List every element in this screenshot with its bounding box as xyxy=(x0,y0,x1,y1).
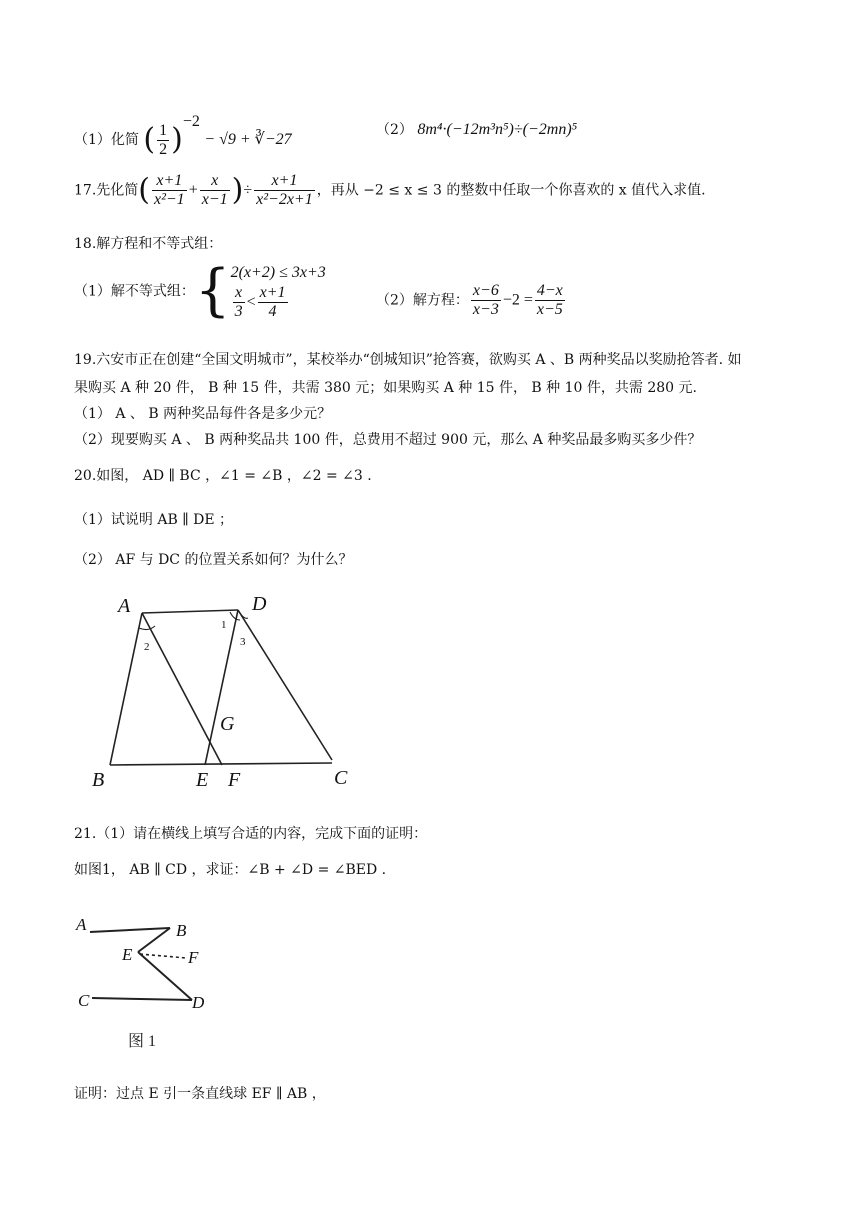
frac-den: x−3 xyxy=(472,301,499,318)
frac-num: x+1 xyxy=(254,172,315,191)
angle-label-2: 2 xyxy=(144,641,150,653)
q18-title: 18.解方程和不等式组： xyxy=(74,236,223,252)
q17-frac3 xyxy=(254,172,315,209)
q16-part1 xyxy=(74,112,292,158)
label-d: D xyxy=(192,993,205,1012)
label-b: B xyxy=(176,921,187,940)
frac-num: x+1 xyxy=(259,284,286,301)
q16-p1-label: （1）化简 xyxy=(74,132,139,148)
q18-part1 xyxy=(74,258,326,324)
segment-ab xyxy=(110,613,142,765)
label-b: B xyxy=(92,769,105,791)
q18-system xyxy=(231,262,326,321)
right-paren: ) xyxy=(171,122,183,157)
label-g: G xyxy=(220,713,235,735)
q19-sub2: （2）现要购买 A 、 B 两种奖品共 100 件，总费用不超过 900 元，那么 A 种奖品最多购买多少件？ xyxy=(74,432,702,448)
q18-p2-label: （2）解方程： xyxy=(376,292,469,309)
angle-label-1: 1 xyxy=(221,619,227,631)
right-paren: ) xyxy=(231,172,244,208)
angle-label-3: 3 xyxy=(240,636,246,648)
label-c: C xyxy=(78,991,90,1010)
frac-num: x xyxy=(200,172,230,191)
q16-exponent: −2 xyxy=(182,113,200,130)
q17-prefix: 17.先化简 xyxy=(74,182,139,199)
q16-p2-label: （2） xyxy=(376,122,413,138)
q17-frac2 xyxy=(200,172,230,209)
plus-sign: + xyxy=(188,181,198,199)
segment-de xyxy=(205,610,238,765)
frac-den: 3 xyxy=(234,303,243,320)
label-f: F xyxy=(228,769,241,791)
frac-num: x−6 xyxy=(472,282,499,299)
label-a: A xyxy=(118,595,131,617)
q16-p1-expression: − √9 + ∛−27 xyxy=(204,131,292,148)
q18-ineq1: 2(x+2) ≤ 3x+3 xyxy=(230,264,326,281)
segment-be xyxy=(138,928,170,952)
q19-line1: 19.六安市正在创建“全国文明城市”，某校举办“创城知识”抢答赛，欲购买 A 、B 两种奖品以奖励抢答者. 如 xyxy=(74,352,742,368)
q21-proof: 证明：过点 E 引一条直线球 EF ∥ AB ， xyxy=(74,1086,326,1102)
frac-num: 4−x xyxy=(536,282,563,299)
left-paren: ( xyxy=(143,122,156,157)
q21-figure xyxy=(74,908,224,1058)
segment-dc xyxy=(238,610,332,760)
segment-cd xyxy=(92,998,192,1000)
q19-sub1: （1） A 、 B 两种奖品每件各是多少元？ xyxy=(74,406,332,422)
left-paren: ( xyxy=(138,172,150,208)
segment-ad xyxy=(142,610,238,613)
label-f: F xyxy=(188,948,199,967)
q21-line1: 21.（1）请在横线上填写合适的内容，完成下面的证明： xyxy=(74,826,428,842)
segment-ab xyxy=(90,928,170,932)
q18-eq-mid: −2 = xyxy=(502,291,533,309)
segment-ef xyxy=(140,954,186,958)
label-e: E xyxy=(122,945,133,964)
angle-1-arc xyxy=(230,612,240,620)
q18-p1-label: （1）解不等式组： xyxy=(74,283,195,300)
q18-eq-frac-b xyxy=(535,282,565,319)
frac-num: x+1 xyxy=(152,172,187,191)
q19-line2: 果购买 A 种 20 件， B 种 15 件，共需 380 元；如果购买 A 种 15 件， B 种 10 件，共需 280 元. xyxy=(74,380,697,396)
segment-ed xyxy=(138,952,192,1000)
frac-num: 1 xyxy=(159,121,168,139)
q20-sub2: （2） AF 与 DC 的位置关系如何？为什么？ xyxy=(74,552,353,568)
q17-frac1 xyxy=(152,172,187,209)
q20-figure xyxy=(84,590,364,800)
frac-den: x²−2x+1 xyxy=(256,191,313,208)
frac-den: 4 xyxy=(268,303,277,320)
label-d: D xyxy=(252,593,267,615)
frac-num: x xyxy=(233,284,245,303)
figure-caption: 图 1 xyxy=(128,1033,157,1050)
q18-part2 xyxy=(376,282,567,322)
q18-ineq2 xyxy=(231,284,326,321)
q20-sub1: （1）试说明 AB ∥ DE ； xyxy=(74,512,234,528)
frac-den: 2 xyxy=(159,140,168,158)
left-brace: { xyxy=(194,258,231,324)
q21-line2: 如图1， AB ∥ CD ，求证：∠B + ∠D = ∠BED . xyxy=(74,862,387,878)
q20-line1: 20.如图， AD ∥ BC ，∠1 = ∠B ，∠2 = ∠3 . xyxy=(74,468,372,484)
label-c: C xyxy=(334,767,348,789)
label-e: E xyxy=(196,769,209,791)
less-than: < xyxy=(246,293,256,311)
angle-2-arc xyxy=(139,626,155,630)
label-a: A xyxy=(76,915,87,934)
frac-den: x²−1 xyxy=(153,191,185,208)
frac-den: x−1 xyxy=(201,191,228,208)
q17-line xyxy=(74,172,706,218)
q16-p2-expression: 8m⁴·(−12m³n⁵)÷(−2mn)⁵ xyxy=(417,121,578,138)
q16-part2 xyxy=(376,120,577,140)
q17-suffix: ，再从 −2 ≤ x ≤ 3 的整数中任取一个你喜欢的 x 值代入求值. xyxy=(316,182,706,199)
q18-eq-frac-a xyxy=(471,282,501,319)
frac-den: x−5 xyxy=(536,301,563,318)
divide-sign: ÷ xyxy=(243,181,253,199)
q16-fraction xyxy=(157,122,169,159)
